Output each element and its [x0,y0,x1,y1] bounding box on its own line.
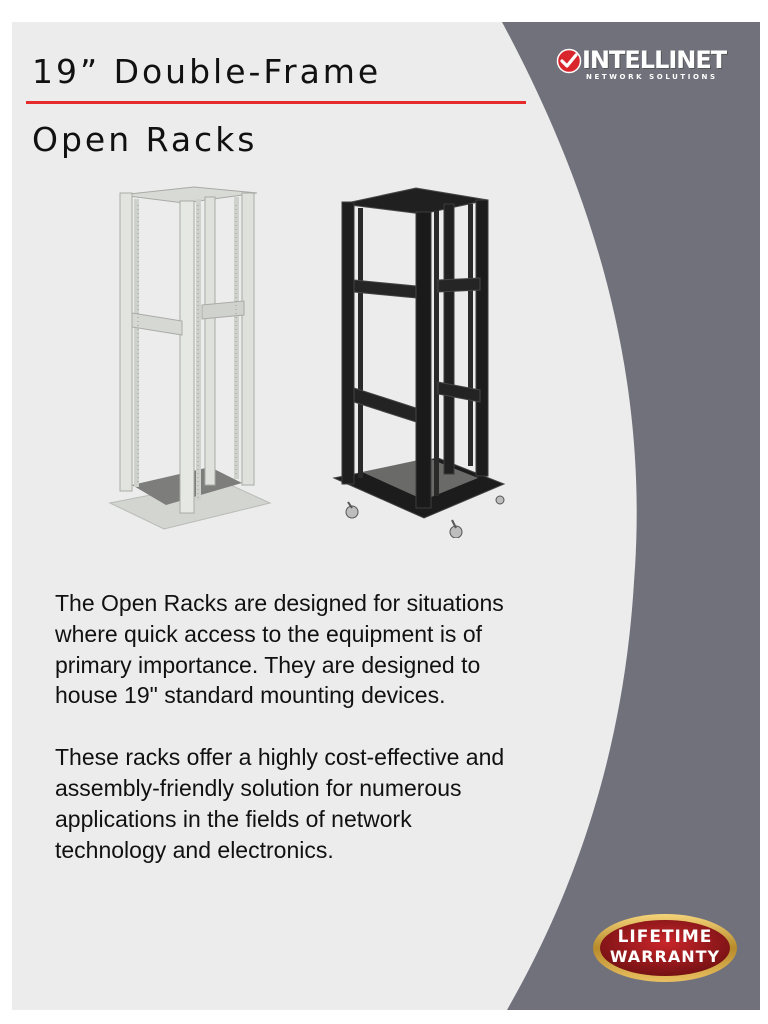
brand-name: INTELLINET [582,46,727,74]
white-open-rack-image [102,185,272,530]
badge-line-2: WARRANTY [609,947,721,966]
page-title-line2: Open Racks [32,120,258,159]
lifetime-warranty-badge [592,913,738,983]
black-open-rack-image [328,182,506,538]
page-title-line1: 19” Double-Frame [32,52,382,91]
brand-logo [556,46,736,86]
title-divider [26,101,526,104]
datasheet-page [12,22,760,1010]
description-paragraph-2: These racks offer a highly cost-effective and assembly-friendly solution for numerous applications in the fields of network technology and electronics. [55,744,505,863]
checkmark-logo-icon [556,48,582,74]
product-description [55,588,525,896]
description-paragraph-1: The Open Racks are designed for situations where quick access to the equipment is of primary importance. They are designed to house 19" standard mounting devices. [55,590,504,709]
badge-line-1: LIFETIME [617,927,713,947]
brand-tagline: NETWORK SOLUTIONS [586,73,718,81]
